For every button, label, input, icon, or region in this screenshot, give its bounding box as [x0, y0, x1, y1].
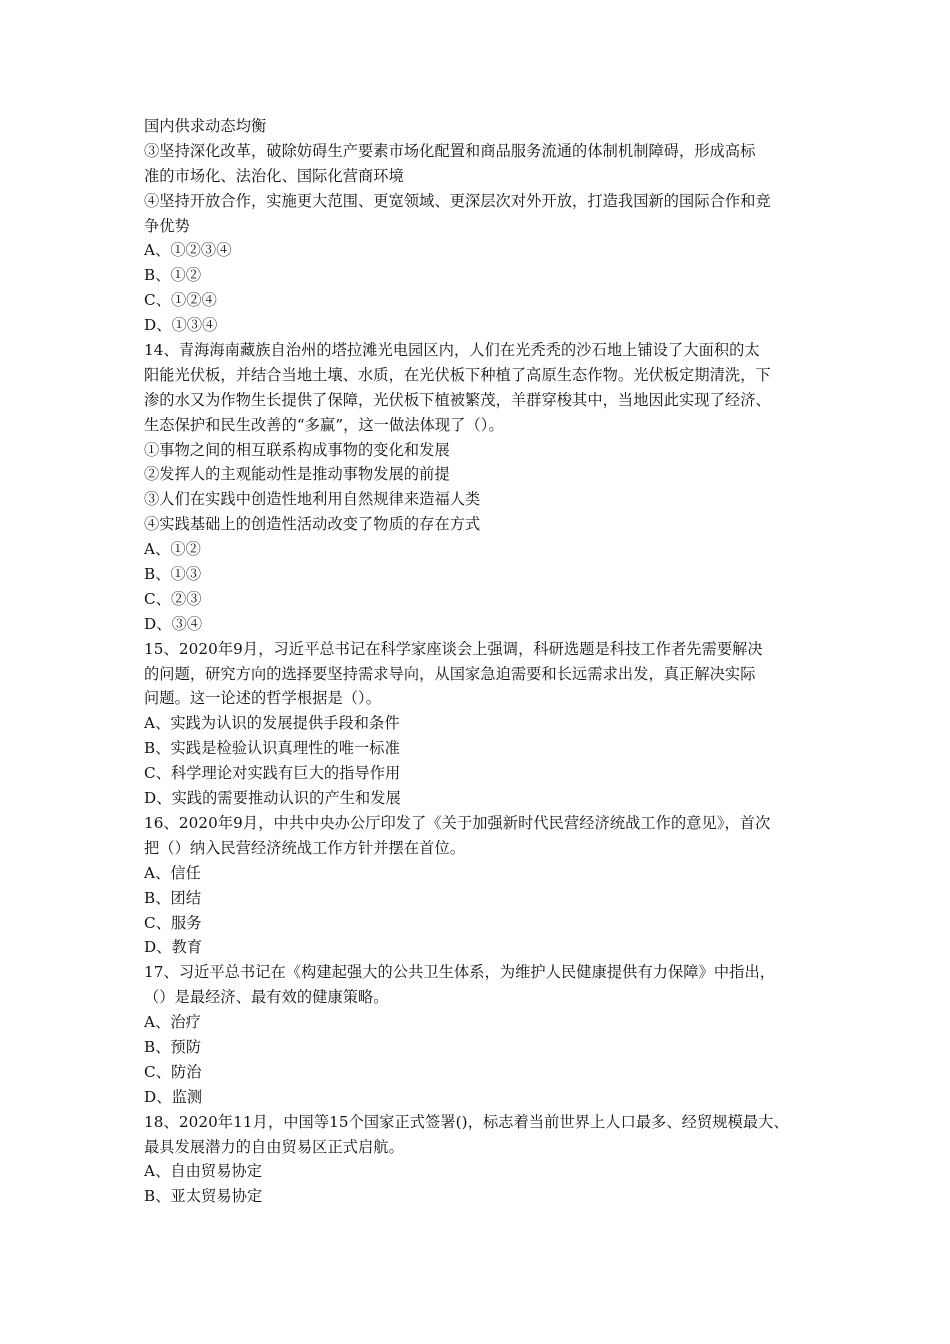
option-line: D、教育 — [144, 938, 203, 957]
question-line: 生态保护和民生改善的“多赢”，这一做法体现了（）。 — [144, 415, 504, 434]
option-line: C、科学理论对实践有巨大的指导作用 — [144, 764, 401, 783]
option-line: A、信任 — [144, 863, 201, 882]
statement-line: ③人们在实践中创造性地利用自然规律来造福人类 — [144, 490, 481, 509]
option-line: C、②③ — [144, 589, 202, 608]
question-line: 18、2020年11月，中国等15个国家正式签署()，标志着当前世界上人口最多、经贸规模最大、 — [144, 1112, 789, 1131]
option-line: D、实践的需要推动认识的产生和发展 — [144, 789, 401, 808]
text-line: 争优势 — [144, 216, 190, 235]
option-line: B、团结 — [144, 888, 202, 907]
question-line: 渗的水又为作物生长提供了保障，光伏板下植被繁茂，羊群穿梭其中，当地因此实现了经济、 — [144, 390, 771, 409]
option-line: D、监测 — [144, 1087, 203, 1106]
text-line: ④坚持开放合作，实施更大范围、更宽领域、更深层次对外开放，打造我国新的国际合作和竞 — [144, 191, 771, 210]
question-line: （）是最经济、最有效的健康策略。 — [144, 988, 389, 1007]
question-line: 16、2020年9月，中共中央办公厅印发了《关于加强新时代民营经济统战工作的意见》，首次 — [144, 813, 771, 832]
option-line: D、③④ — [144, 614, 203, 633]
text-line: 准的市场化、法治化、国际化营商环境 — [144, 166, 404, 185]
option-line: A、实践为认识的发展提供手段和条件 — [144, 714, 400, 733]
option-line: B、①② — [144, 266, 202, 285]
question-line: 17、习近平总书记在《构建起强大的公共卫生体系，为维护人民健康提供有力保障》中指出， — [144, 963, 776, 982]
document-page — [144, 114, 824, 1209]
question-line: 14、青海海南藏族自治州的塔拉滩光电园区内，人们在光秃秃的沙石地上铺设了大面积的太 — [144, 341, 760, 360]
statement-line: ①事物之间的相互联系构成事物的变化和发展 — [144, 440, 450, 459]
text-line: 国内供求动态均衡 — [144, 117, 267, 135]
option-line: C、防治 — [144, 1062, 202, 1081]
option-line: B、①③ — [144, 565, 202, 584]
question-line: 的问题，研究方向的选择要坚持需求导向，从国家急迫需要和长远需求出发，真正解决实际 — [144, 664, 756, 683]
statement-line: ④实践基础上的创造性活动改变了物质的存在方式 — [144, 515, 481, 534]
option-line: B、预防 — [144, 1037, 202, 1056]
option-line: A、①②③④ — [144, 241, 232, 260]
question-line: 阳能光伏板，并结合当地土壤、水质，在光伏板下种植了高原生态作物。光伏板定期清洗，下 — [144, 365, 771, 384]
option-line: A、治疗 — [144, 1013, 201, 1032]
option-line: A、①② — [144, 540, 201, 559]
option-line: B、实践是检验认识真理性的唯一标准 — [144, 739, 400, 758]
question-line: 最具发展潜力的自由贸易区正式启航。 — [144, 1137, 404, 1156]
option-line: D、①③④ — [144, 316, 218, 335]
text-line: ③坚持深化改革，破除妨碍生产要素市场化配置和商品服务流通的体制机制障碍，形成高标 — [144, 141, 756, 160]
question-line: 问题。这一论述的哲学根据是（）。 — [144, 689, 381, 708]
option-line: B、亚太贸易协定 — [144, 1187, 263, 1206]
question-line: 15、2020年9月，习近平总书记在科学家座谈会上强调，科研选题是科技工作者先需要解决 — [144, 639, 763, 658]
option-line: C、①②④ — [144, 291, 217, 310]
question-line: 把（）纳入民营经济统战工作方针并摆在首位。 — [144, 838, 466, 857]
statement-line: ②发挥人的主观能动性是推动事物发展的前提 — [144, 465, 450, 484]
option-line: A、自由贸易协定 — [144, 1162, 263, 1181]
option-line: C、服务 — [144, 913, 202, 932]
